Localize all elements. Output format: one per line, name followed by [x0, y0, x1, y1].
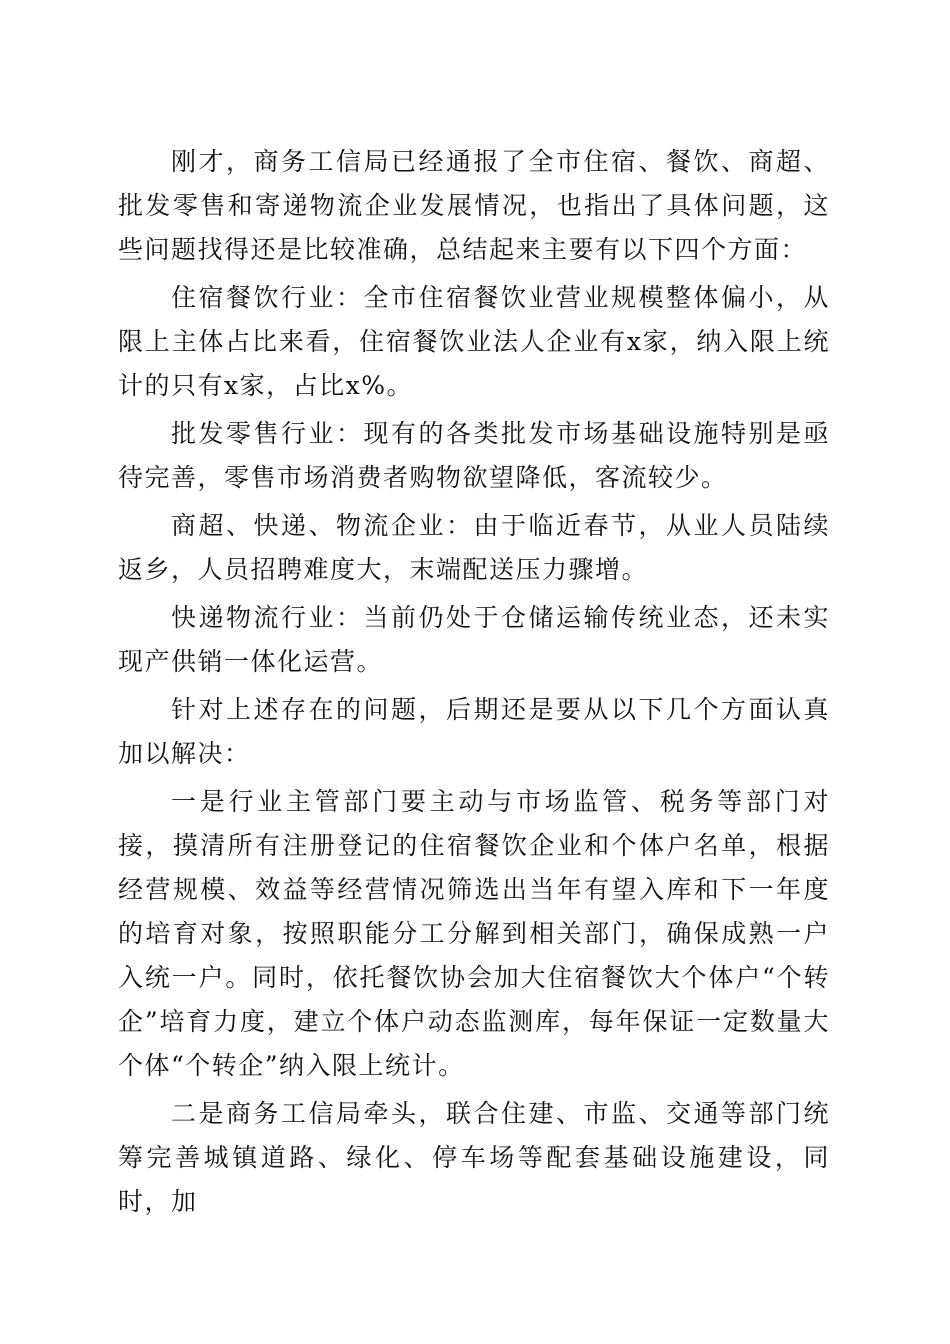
paragraph-supermarket-express: 商超、快递、物流企业：由于临近春节，从业人员陆续返乡，人员招聘难度大，末端配送压力骤增。 — [118, 511, 830, 584]
document-body — [118, 140, 830, 1228]
paragraph-solutions-intro: 针对上述存在的问题，后期还是要从以下几个方面认真加以解决： — [118, 695, 830, 768]
paragraph-solution-two: 二是商务工信局牵头，联合住建、市监、交通等部门统筹完善城镇道路、绿化、停车场等配套基础设施建设，同时，加 — [118, 1099, 830, 1216]
paragraph-intro: 刚才，商务工信局已经通报了全市住宿、餐饮、商超、批发零售和寄递物流企业发展情况，也指出了具体问题，这些问题找得还是比较准确，总结起来主要有以下四个方面： — [118, 147, 830, 264]
paragraph-wholesale-retail: 批发零售行业：现有的各类批发市场基础设施特别是亟待完善，零售市场消费者购物欲望降低，客流较少。 — [118, 419, 830, 492]
paragraph-lodging-catering: 住宿餐饮行业：全市住宿餐饮业营业规模整体偏小，从限上主体占比来看，住宿餐饮业法人企业有x家，纳入限上统计的只有x家，占比x%。 — [118, 283, 830, 400]
paragraph-express-logistics: 快递物流行业：当前仍处于仓储运输传统业态，还未实现产供销一体化运营。 — [118, 603, 830, 676]
paragraph-solution-one: 一是行业主管部门要主动与市场监管、税务等部门对接，摸清所有注册登记的住宿餐饮企业和个体户名单，根据经营规模、效益等经营情况筛选出当年有望入库和下一年度的培育对象，按照职能分工分解到相关部门，确保成熟一户入统一户。同时，依托餐饮协会加大住宿餐饮大个体户“个转企”培育力度，建立个体户动态监测库，每年保证一定数量大个体“个转企”纳入限上统计。 — [118, 787, 830, 1080]
